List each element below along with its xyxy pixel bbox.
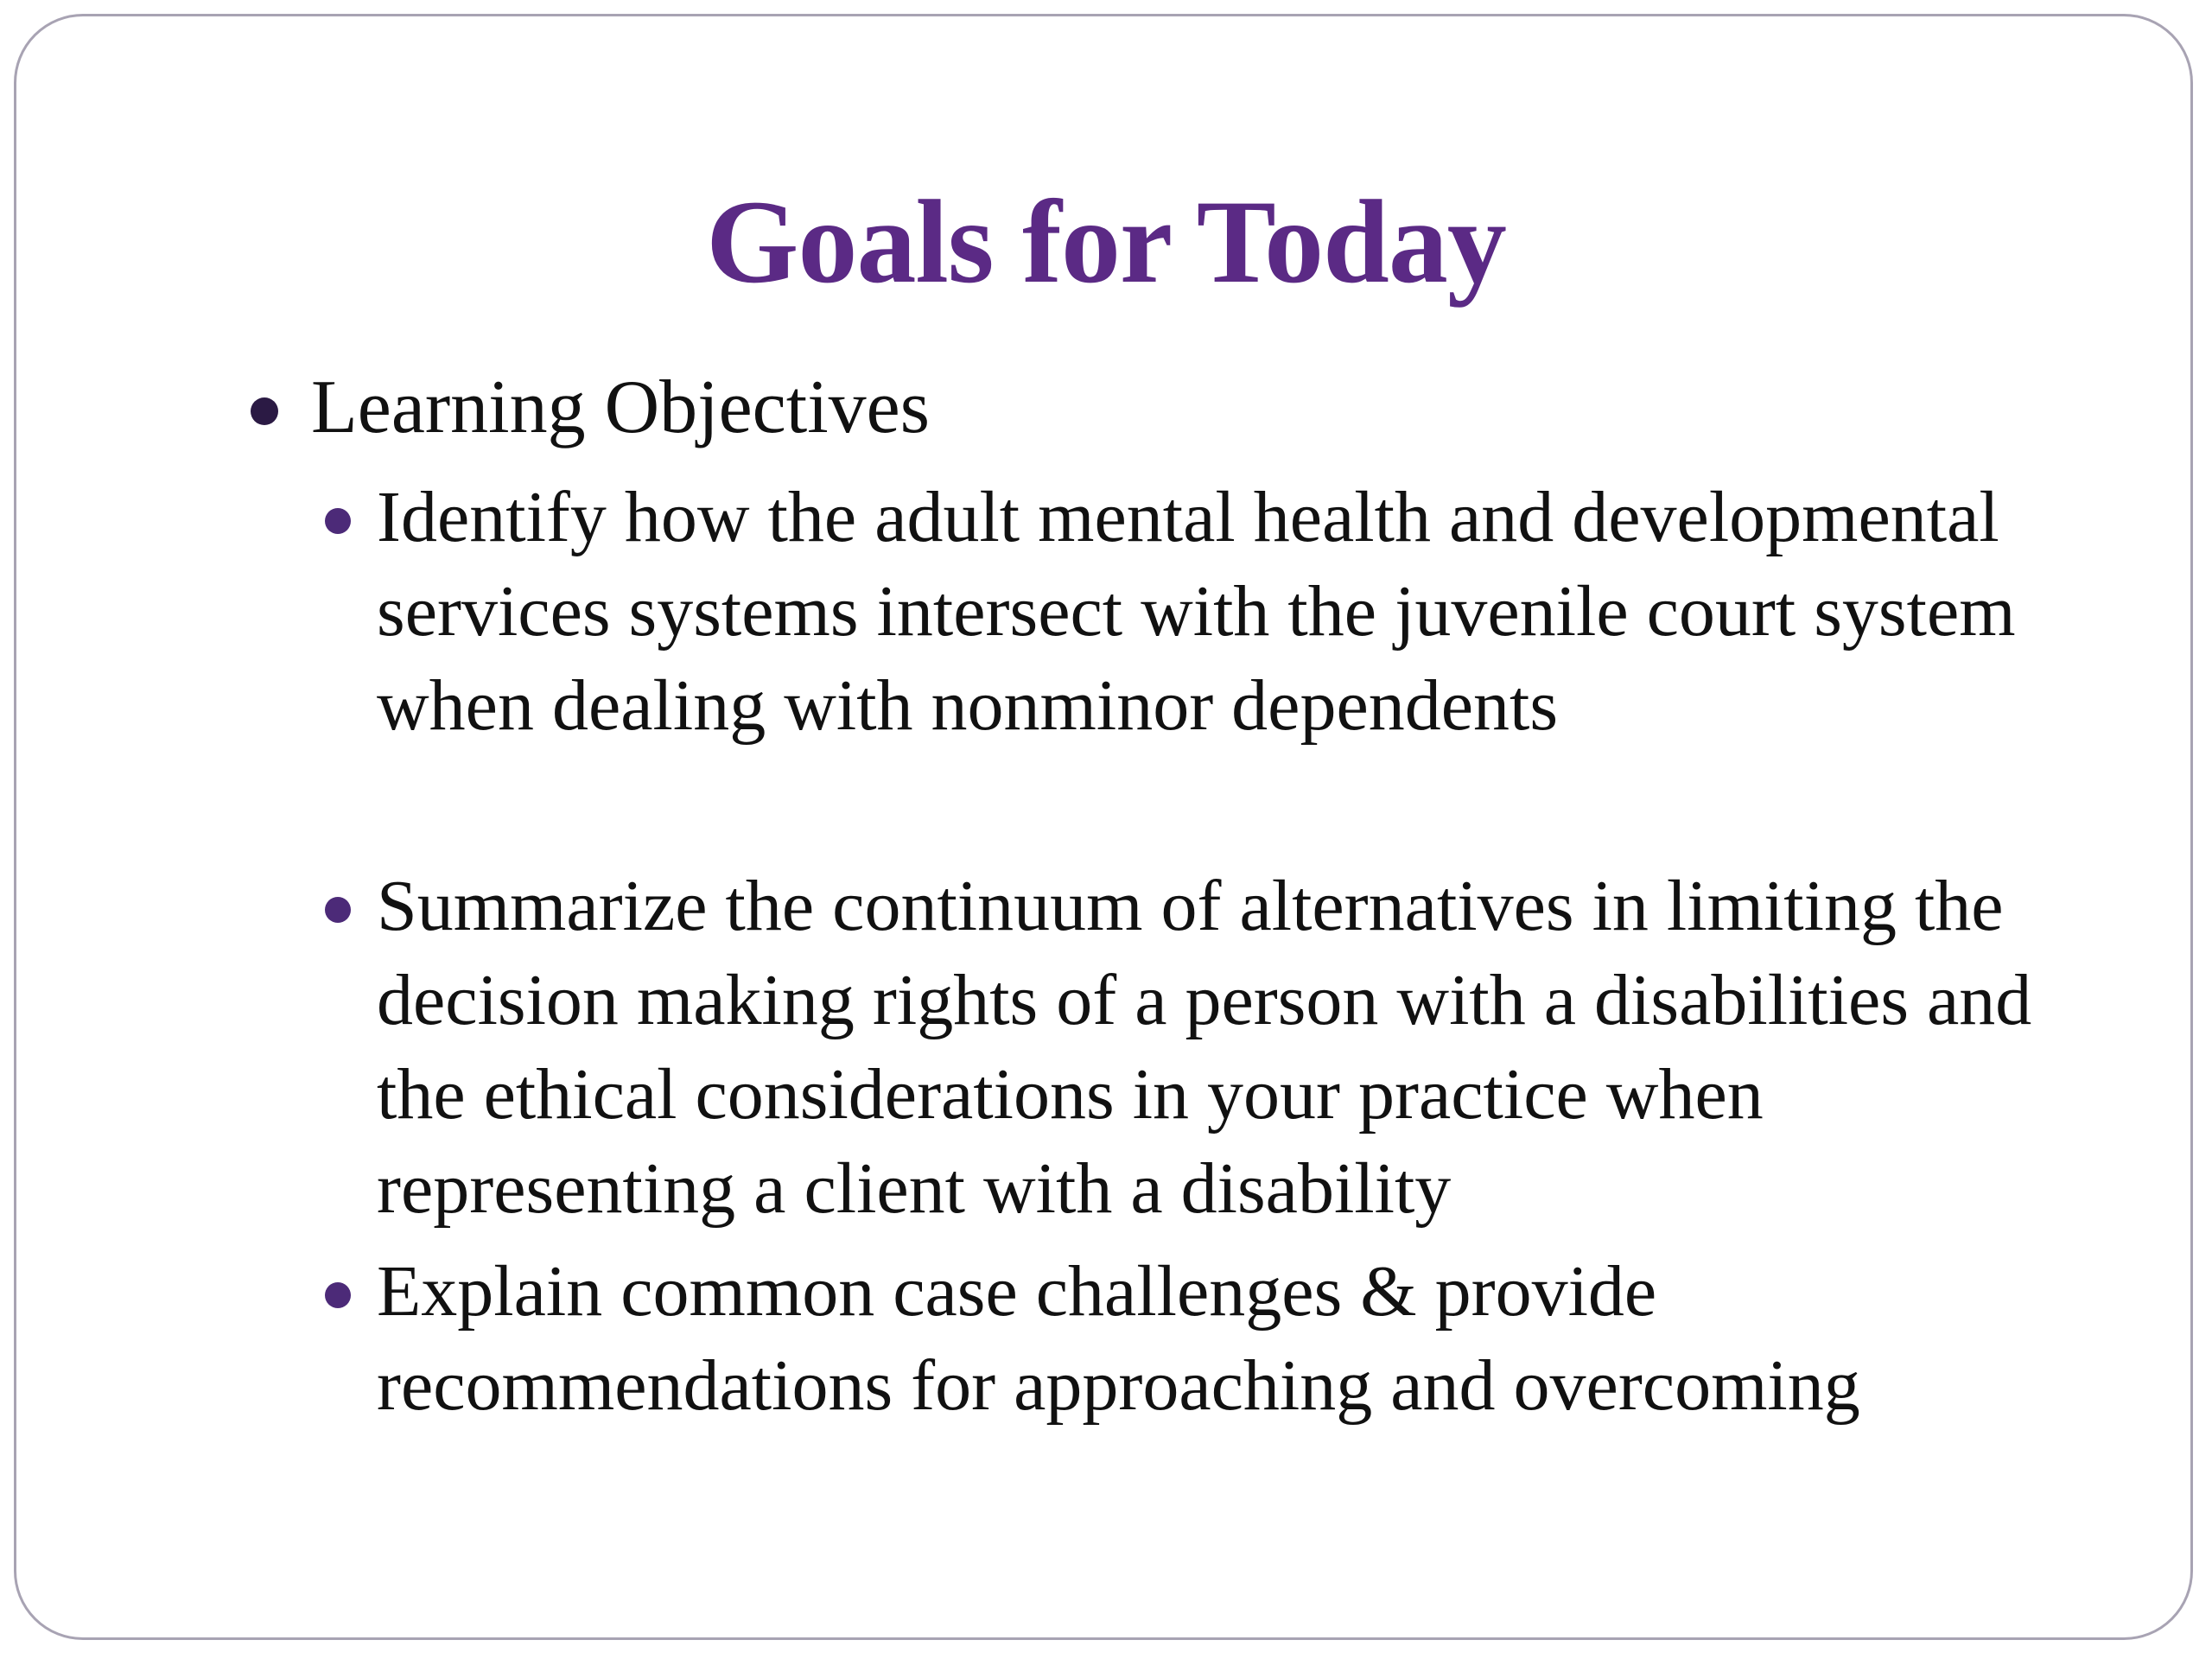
list-item-objective-1 bbox=[377, 470, 2105, 753]
bullet-dot-icon bbox=[325, 508, 351, 534]
learning-objectives-heading: Learning Objectives bbox=[311, 365, 930, 449]
list-item-learning-objectives bbox=[311, 361, 930, 454]
list-item-objective-3 bbox=[377, 1244, 2105, 1433]
objective-2-text: Summarize the continuum of alternatives in limiting the decision making rights of a person with a disabilities and the ethical considerations in your practice when representing a client with a disability bbox=[377, 866, 2032, 1229]
bullet-dot-icon bbox=[325, 897, 351, 923]
bullet-dot-icon bbox=[325, 1282, 351, 1308]
list-item-objective-2 bbox=[377, 859, 2105, 1236]
objective-3-text: Explain common case challenges & provide recommendations for approaching and overcoming bbox=[377, 1251, 1860, 1426]
objective-1-text: Identify how the adult mental health and developmental services systems intersect with the juvenile court system when dealing with nonminor dependents bbox=[377, 477, 2016, 746]
bullet-dot-icon bbox=[251, 397, 278, 425]
slide-title: Goals for Today bbox=[706, 175, 1506, 308]
